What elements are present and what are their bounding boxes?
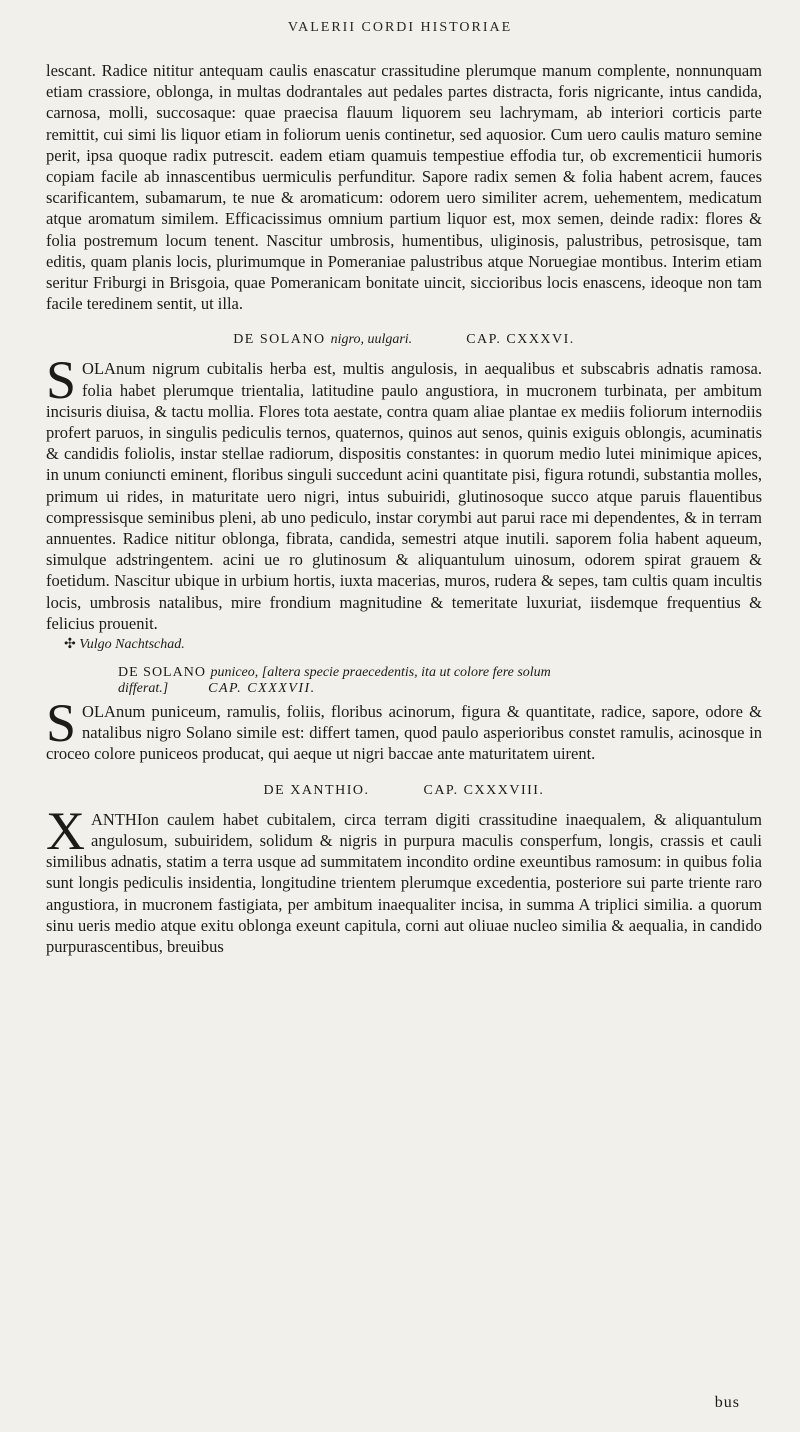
drop-cap: X — [46, 800, 85, 861]
section-body-solano-puniceo — [46, 693, 762, 765]
drop-cap: S — [46, 693, 77, 754]
section-body-xanthio — [46, 800, 762, 957]
section-heading-solano-puniceo — [46, 665, 762, 697]
heading-subtitle: puniceo, [altera specie praecedentis, ita ut colore fere solum — [210, 665, 551, 681]
vulgo-label: Vulgo — [79, 637, 112, 653]
drop-cap: S — [46, 350, 77, 411]
section-text: OLAnum nigrum cubitalis herba est, multis angulosis, in aequalibus et subscabris adnatis ramosa. folia habet plerumque trientalia, latitudine paulo angustiora, in mucronem turbinata, per ambitum incisuris diuisa, & tactu mollia. Flores tota aestate, contra quam aliae plantae ex mediis foliorum internodiis profert paruos, in singulis pediculis ternos, quaternos, quinos aut senos, quinis exiguis oblongis, acuminatis & candidis foliolis, instar stellae radiorum, dispositis constantes: in quorum medio lutei minimique apices, in unum coniuncti eminent, floribus singuli succedunt acini quantitate pisi, figura rotundi, substantia molles, primum ui rides, in maturitate uero nigri, intus subuiridi, glutinosoque succo atque paruis flauentibus compressisque seminibus pleni, ab uno pediculo, instar corymbi aut parui race mi dependentes, & in terram annuentes. Radice nititur oblonga, fibrata, candida, semestri atque inutili. saporem folia habent aqueum, simulque adstringentem. acini ue ro glutinosum & aliquantulum uinosum, odorem spirat grauem & foetidum. Nascitur ubique in urbium hortis, iuxta macerias, muros, rudera & sepes, tam cultis quam incultis locis, umbrosis natalibus, mire frondium magnitudine & temeritate luxuriat, iisdemque frequentius & felicius prouenit. — [46, 359, 762, 633]
vernacular-name — [64, 636, 762, 653]
heading-subtitle: nigro, uulgari. — [330, 332, 413, 348]
section-heading-solano-nigro — [46, 332, 762, 348]
marginal-mark: ✣ — [64, 637, 76, 653]
vulgo-name: Nachtschad. — [115, 637, 185, 653]
heading-title: DE SOLANO — [233, 332, 326, 348]
chapter-number: CAP. CXXXVII. — [208, 681, 316, 697]
section-heading-xanthio — [46, 783, 762, 799]
section-body-solano-nigro — [46, 350, 762, 634]
paragraph-continued: lescant. Radice nititur antequam caulis enascatur crassitudine plerumque manum complente, nonnunquam etiam crassiore, oblonga, in multas dodrantales aut pedales partes distracta, foris nigricante, intus candida, carnosa, molli, succosaque: quae praecisa flauum liquorem seu lachrymam, ab interiori corticis parte remittit, cui simi lis liquor etiam in foliorum uenis continetur, sed aquosior. Cum uero caulis maturo semine perit, ipsa quoque radix putrescit. eadem etiam quamuis tempestiue effodia tur, ob excrementicii humoris copiam facile ab innascentibus uermiculis perfunditur. Sapore radix semen & folia habent acrem, fauces scarificantem, subamarum, te nue & aromaticum: odorem uero similiter acrem, uehementem, medicatum atque aromatum similem. Efficacissimus omnium partium liquor est, mox semen, deinde radix: flores & folia postremum locum tenent. Nascitur umbrosis, humentibus, uliginosis, palustribus, petrosisque, tam editis, quam planis locis, plurimumque in Pomeraniae palustribus atque Noruegiae montibus. Interim etiam seritur Friburgi in Brisgoia, quae Pomeranicam bonitate uincit, siccioribus locis enascens, ideoque non tam facile teredinem sentit, ut illa. — [46, 61, 762, 314]
section-text: OLAnum puniceum, ramulis, foliis, floribus acinorum, figura & quantitate, radice, sapore, odore & natalibus nigro Solano simile est: differt tamen, quod paulo asperioribus constet ramulis, acinosque in croceo colore puniceos producat, qui aeque ut nigri baccae ante maturitatem uirent. — [46, 702, 762, 764]
running-head: VALERII CORDI HISTORIAE — [287, 20, 513, 35]
chapter-number: CAP. CXXXVI. — [466, 332, 575, 348]
heading-title: DE XANTHIO. — [263, 782, 370, 798]
heading-subtitle-continued: differat.] CAP. CXXXVII. — [118, 681, 316, 697]
heading-title: DE SOLANO — [118, 665, 206, 681]
section-text: ANTHIon caulem habet cubitalem, circa terram digiti crassitudine inaequalem, & aliquantulum angulosum, subuiridem, solidum & nigris in purpura maculis consperfum, longis, crassis et cauli similibus adnatis, statim a terra usque ad summitatem incondito ordine exeuntibus ramosum: in quibus folia sunt longis pediculis insidentia, longitudine trientem plerumque excedentia, posteriore sui parte triente raro angustiora, in mucronem fastigiata, per ambitum inaequaliter incisa, in summa A triplici similia. a quorum sinu ueris medio atque exitu oblonga exeunt capitula, corni aut oliuae nucleo similia & aequalia, in candido purpurascentibus, breuibus — [46, 809, 762, 956]
catchword: bus — [714, 1394, 740, 1411]
chapter-number: CAP. CXXXVIII. — [423, 782, 545, 798]
